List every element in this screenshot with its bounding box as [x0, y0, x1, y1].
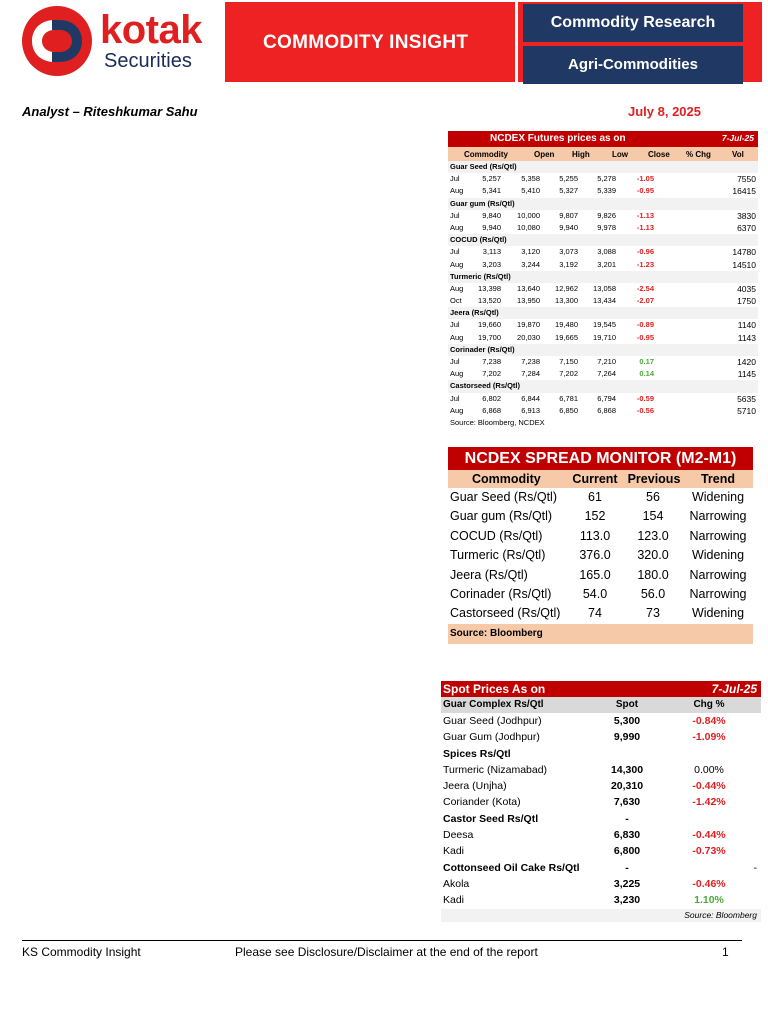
spread-commodity: Turmeric (Rs/Qtl) — [450, 548, 546, 563]
pct-change-value: -0.96 — [636, 247, 654, 257]
contract-month: Aug — [450, 369, 464, 379]
contract-month: Jul — [450, 210, 460, 220]
open-value: 7,238 — [482, 357, 501, 366]
table-row — [441, 778, 761, 794]
spot-market: Guar Seed (Jodhpur) — [443, 715, 542, 727]
table-row — [448, 246, 758, 258]
contract-month: Aug — [450, 222, 464, 232]
open-value: 5,257 — [482, 174, 501, 184]
contract-month: Oct — [450, 296, 462, 306]
volume-value: 1143 — [737, 332, 756, 343]
spot-change: -0.46% — [692, 877, 726, 890]
open-value: 6,802 — [482, 393, 501, 403]
spread-trend: Narrowing — [689, 567, 747, 582]
pct-change-value: -0.89 — [636, 320, 654, 330]
table-row — [448, 319, 758, 331]
spot-change: 0.00% — [694, 763, 724, 776]
volume-value: 7550 — [737, 174, 756, 185]
volume-value: 1750 — [737, 296, 756, 307]
spot-price: 3,230 — [613, 894, 641, 907]
low-value: 5,255 — [559, 174, 578, 184]
table-row — [448, 222, 758, 234]
volume-value: 14510 — [732, 259, 756, 270]
low-value: 19,480 — [555, 320, 578, 330]
futures-date: 7-Jul-25 — [721, 133, 754, 143]
spread-col-previous: Previous — [627, 472, 681, 486]
spot-group-row — [441, 746, 761, 762]
close-value: 6,794 — [597, 393, 616, 403]
spot-market: Akola — [443, 877, 470, 890]
footer-title: KS Commodity Insight — [22, 945, 141, 959]
logo-subtitle: Securities — [104, 50, 192, 72]
futures-group-label: COCUD (Rs/Qtl) — [448, 234, 758, 246]
high-value: 5,358 — [521, 174, 540, 184]
high-value: 13,640 — [517, 283, 540, 293]
contract-month: Jul — [450, 174, 460, 184]
contract-month: Aug — [450, 332, 464, 342]
spread-col-trend: Trend — [700, 472, 736, 486]
spread-previous: 56.0 — [640, 586, 666, 601]
footer-divider — [22, 940, 742, 941]
spot-col-chg: Chg % — [693, 699, 725, 710]
high-value: 6,913 — [521, 405, 540, 415]
high-value: 20,030 — [517, 332, 540, 342]
futures-title: NCDEX Futures prices as on — [490, 133, 626, 144]
col-low: Low — [612, 150, 628, 159]
volume-value: 16415 — [732, 186, 756, 197]
col-commodity: Commodity — [464, 150, 508, 159]
spot-change: -0.44% — [692, 829, 726, 842]
spread-source: Source: Bloomberg — [448, 624, 753, 644]
spot-change: -0.44% — [692, 780, 726, 793]
spot-group-label: Cottonseed Oil Cake Rs/Qtl — [443, 861, 580, 874]
close-value: 9,826 — [597, 210, 616, 220]
close-value: 6,868 — [597, 405, 616, 415]
analyst-name: Analyst – Riteshkumar Sahu — [22, 104, 198, 119]
spread-commodity: Jeera (Rs/Qtl) — [450, 567, 528, 582]
spread-previous: 56 — [646, 490, 660, 504]
open-value: 5,341 — [482, 186, 501, 196]
spot-market: Kadi — [443, 894, 465, 907]
futures-group-label: Castorseed (Rs/Qtl) — [448, 380, 758, 392]
spread-commodity: Corinader (Rs/Qtl) — [450, 586, 552, 601]
volume-value: 5710 — [737, 405, 756, 416]
report-date: July 8, 2025 — [628, 104, 701, 119]
spot-group-label: Castor Seed Rs/Qtl — [443, 812, 539, 825]
low-value: 19,665 — [555, 332, 578, 342]
high-value: 6,844 — [521, 393, 540, 403]
spread-column-headers — [448, 470, 753, 488]
spread-col-commodity: Commodity — [472, 472, 541, 486]
close-value: 7,264 — [597, 369, 616, 379]
close-value: 5,339 — [597, 186, 616, 196]
spread-trend: Narrowing — [689, 528, 747, 543]
low-value: 9,940 — [559, 222, 578, 232]
low-value: 6,850 — [559, 405, 578, 415]
table-row — [448, 295, 758, 307]
pct-change-value: -2.54 — [636, 283, 654, 293]
futures-column-headers — [448, 147, 758, 161]
table-row — [448, 356, 758, 368]
spot-price: 6,830 — [613, 829, 641, 842]
col-open: Open — [534, 150, 555, 159]
spread-commodity: COCUD (Rs/Qtl) — [450, 528, 543, 543]
open-value: 19,700 — [478, 332, 501, 342]
col-close: Close — [648, 150, 670, 159]
spread-previous: 73 — [646, 606, 660, 621]
pct-change-value: -0.95 — [636, 332, 654, 342]
open-value: 6,868 — [482, 405, 501, 415]
spread-current: 165.0 — [579, 567, 611, 582]
pct-change-value: 0.17 — [639, 357, 654, 366]
kotak-logo — [22, 6, 222, 78]
futures-source: Source: Bloomberg, NCDEX — [450, 417, 545, 427]
table-row — [448, 405, 758, 417]
low-value: 12,962 — [555, 283, 578, 293]
contract-month: Aug — [450, 186, 464, 196]
kotak-logo-icon — [22, 6, 92, 76]
low-value: 6,781 — [559, 393, 578, 403]
logo-wordmark: kotak — [100, 8, 202, 52]
spot-extra: - — [753, 861, 757, 874]
spot-table-header — [441, 681, 761, 697]
col-high: High — [572, 150, 590, 159]
spot-date: 7-Jul-25 — [711, 682, 757, 696]
table-row — [448, 173, 758, 185]
table-row — [448, 566, 753, 585]
close-value: 3,201 — [597, 259, 616, 269]
spread-commodity: Guar gum (Rs/Qtl) — [450, 509, 553, 524]
contract-month: Aug — [450, 405, 464, 415]
spread-trend: Widening — [691, 606, 745, 621]
high-value: 7,284 — [521, 369, 540, 379]
spread-current: 113.0 — [579, 528, 611, 543]
table-row — [441, 892, 761, 908]
high-value: 5,410 — [521, 186, 540, 196]
volume-value: 14780 — [732, 247, 756, 258]
spot-change: -1.09% — [692, 731, 726, 744]
pct-change-value: -1.23 — [636, 259, 654, 269]
spread-previous: 320.0 — [637, 548, 669, 563]
table-row — [448, 546, 753, 565]
spot-market: Turmeric (Nizamabad) — [443, 763, 548, 776]
volume-value: 1140 — [737, 320, 756, 331]
spot-change: -0.84% — [692, 715, 726, 727]
table-row — [448, 585, 753, 604]
open-value: 13,398 — [478, 283, 501, 293]
high-value: 10,000 — [517, 210, 540, 220]
spot-column-headers — [441, 697, 761, 713]
pct-change-value: -0.56 — [636, 405, 654, 415]
spread-col-current: Current — [572, 472, 618, 486]
open-value: 19,660 — [478, 320, 501, 330]
segment-label: Agri-Commodities — [523, 46, 743, 84]
spread-trend: Narrowing — [689, 509, 747, 524]
contract-month: Aug — [450, 283, 464, 293]
spread-table-body — [448, 488, 753, 624]
high-value: 13,950 — [517, 296, 540, 306]
col-vol: Vol — [732, 150, 744, 159]
pct-change-value: -0.95 — [636, 186, 654, 196]
volume-value: 3830 — [737, 210, 756, 221]
spread-commodity: Guar Seed (Rs/Qtl) — [450, 490, 557, 504]
table-row — [448, 393, 758, 405]
spread-trend: Widening — [691, 548, 745, 563]
spot-price: 14,300 — [610, 763, 644, 776]
table-row — [448, 604, 753, 623]
volume-value: 1145 — [737, 369, 756, 380]
banner-title: COMMODITY INSIGHT — [263, 32, 469, 53]
spread-current: 152 — [584, 509, 606, 524]
high-value: 3,120 — [521, 247, 540, 257]
volume-value: 4035 — [737, 283, 756, 294]
contract-month: Jul — [450, 393, 460, 403]
pct-change-value: 0.14 — [639, 369, 654, 379]
spot-price: 3,225 — [613, 877, 641, 890]
volume-value: 6370 — [737, 222, 756, 233]
spot-group-row — [441, 860, 761, 876]
volume-value: 1420 — [737, 357, 756, 367]
table-row — [448, 507, 753, 526]
spread-trend: Widening — [691, 490, 745, 504]
research-block — [518, 2, 762, 82]
contract-month: Aug — [450, 259, 464, 269]
close-value: 9,978 — [597, 222, 616, 232]
table-row — [441, 876, 761, 892]
table-row — [441, 729, 761, 745]
spot-source: Source: Bloomberg — [441, 909, 761, 922]
futures-table-body — [448, 161, 758, 417]
spread-current: 54.0 — [582, 586, 608, 601]
spot-group-row — [441, 811, 761, 827]
spot-change: 1.10% — [694, 894, 724, 907]
contract-month: Jul — [450, 320, 460, 330]
spot-market: Guar Gum (Jodhpur) — [443, 731, 540, 744]
col-pct-chg: % Chg — [686, 150, 711, 159]
high-value: 19,870 — [517, 320, 540, 330]
spot-market: Kadi — [443, 845, 465, 858]
low-value: 13,300 — [555, 296, 578, 306]
table-row — [441, 843, 761, 859]
futures-group-label: Corinader (Rs/Qtl) — [448, 344, 758, 356]
report-banner — [225, 2, 515, 82]
table-row — [448, 185, 758, 197]
spot-title: Spot Prices As on — [443, 682, 546, 696]
table-row — [441, 762, 761, 778]
table-row — [448, 527, 753, 546]
spot-table-body — [441, 713, 761, 909]
spread-previous: 180.0 — [637, 567, 669, 582]
spot-col-group: Guar Complex Rs/Qtl — [443, 699, 544, 710]
pct-change-value: -1.05 — [636, 174, 654, 184]
spread-current: 376.0 — [579, 548, 611, 563]
spot-market: Deesa — [443, 829, 474, 842]
contract-month: Jul — [450, 357, 460, 366]
table-row — [441, 827, 761, 843]
low-value: 7,202 — [559, 369, 578, 379]
spread-current: 74 — [588, 606, 602, 621]
table-row — [448, 259, 758, 271]
open-value: 9,940 — [482, 222, 501, 232]
close-value: 7,210 — [597, 357, 616, 366]
pct-change-value: -1.13 — [636, 210, 654, 220]
low-value: 5,327 — [559, 186, 578, 196]
spot-price: 5,300 — [613, 715, 641, 727]
table-row — [441, 713, 761, 729]
pct-change-value: -2.07 — [636, 296, 654, 306]
high-value: 7,238 — [521, 357, 540, 366]
open-value: 3,203 — [482, 259, 501, 269]
spot-prices-table — [441, 681, 761, 922]
low-value: 3,073 — [559, 247, 578, 257]
open-value: 3,113 — [482, 247, 501, 257]
high-value: 3,244 — [521, 259, 540, 269]
futures-group-label: Turmeric (Rs/Qtl) — [448, 271, 758, 283]
open-value: 13,520 — [478, 296, 501, 306]
volume-value: 5635 — [737, 393, 756, 404]
spread-monitor-table — [448, 447, 753, 644]
spot-change: -1.42% — [692, 796, 726, 809]
spot-market: Jeera (Unjha) — [443, 780, 507, 793]
spread-title: NCDEX SPREAD MONITOR (M2-M1) — [448, 447, 753, 470]
spot-price: 6,800 — [613, 845, 641, 858]
pct-change-value: -1.13 — [636, 222, 654, 232]
open-value: 7,202 — [482, 369, 501, 379]
futures-group-label: Jeera (Rs/Qtl) — [448, 307, 758, 319]
spread-trend: Narrowing — [689, 586, 747, 601]
table-row — [448, 283, 758, 295]
high-value: 10,080 — [517, 222, 540, 232]
page-number: 1 — [722, 945, 729, 959]
table-row — [448, 488, 753, 507]
low-value: 3,192 — [559, 259, 578, 269]
futures-group-label: Guar gum (Rs/Qtl) — [448, 198, 758, 210]
table-row — [441, 794, 761, 810]
close-value: 19,545 — [593, 320, 616, 330]
spot-price: 7,630 — [613, 796, 641, 809]
spot-market: Coriander (Kota) — [443, 796, 521, 809]
footer-disclaimer: Please see Disclosure/Disclaimer at the end of the report — [235, 945, 538, 959]
spot-col-spot: Spot — [615, 699, 639, 710]
table-row — [448, 332, 758, 344]
spot-price: - — [625, 812, 629, 825]
pct-change-value: -0.59 — [636, 393, 654, 403]
table-row — [448, 368, 758, 380]
futures-group-label: Guar Seed (Rs/Qtl) — [448, 161, 758, 173]
close-value: 13,058 — [593, 283, 616, 293]
contract-month: Jul — [450, 247, 460, 257]
close-value: 19,710 — [593, 332, 616, 342]
spot-change: -0.73% — [692, 845, 726, 858]
spread-previous: 154 — [642, 509, 664, 524]
spot-price: - — [625, 861, 629, 874]
futures-table — [448, 131, 758, 429]
open-value: 9,840 — [482, 210, 501, 220]
spread-current: 61 — [588, 490, 602, 504]
spread-commodity: Castorseed (Rs/Qtl) — [450, 606, 561, 621]
spot-group-label: Spices Rs/Qtl — [443, 747, 511, 760]
table-row — [448, 210, 758, 222]
close-value: 3,088 — [597, 247, 616, 257]
spread-previous: 123.0 — [637, 528, 669, 543]
close-value: 13,434 — [593, 296, 616, 306]
spot-price: 20,310 — [610, 780, 644, 793]
research-label: Commodity Research — [523, 4, 743, 42]
low-value: 9,807 — [559, 210, 578, 220]
spot-price: 9,990 — [613, 731, 641, 744]
low-value: 7,150 — [559, 357, 578, 366]
close-value: 5,278 — [597, 174, 616, 184]
futures-table-header — [448, 131, 758, 147]
